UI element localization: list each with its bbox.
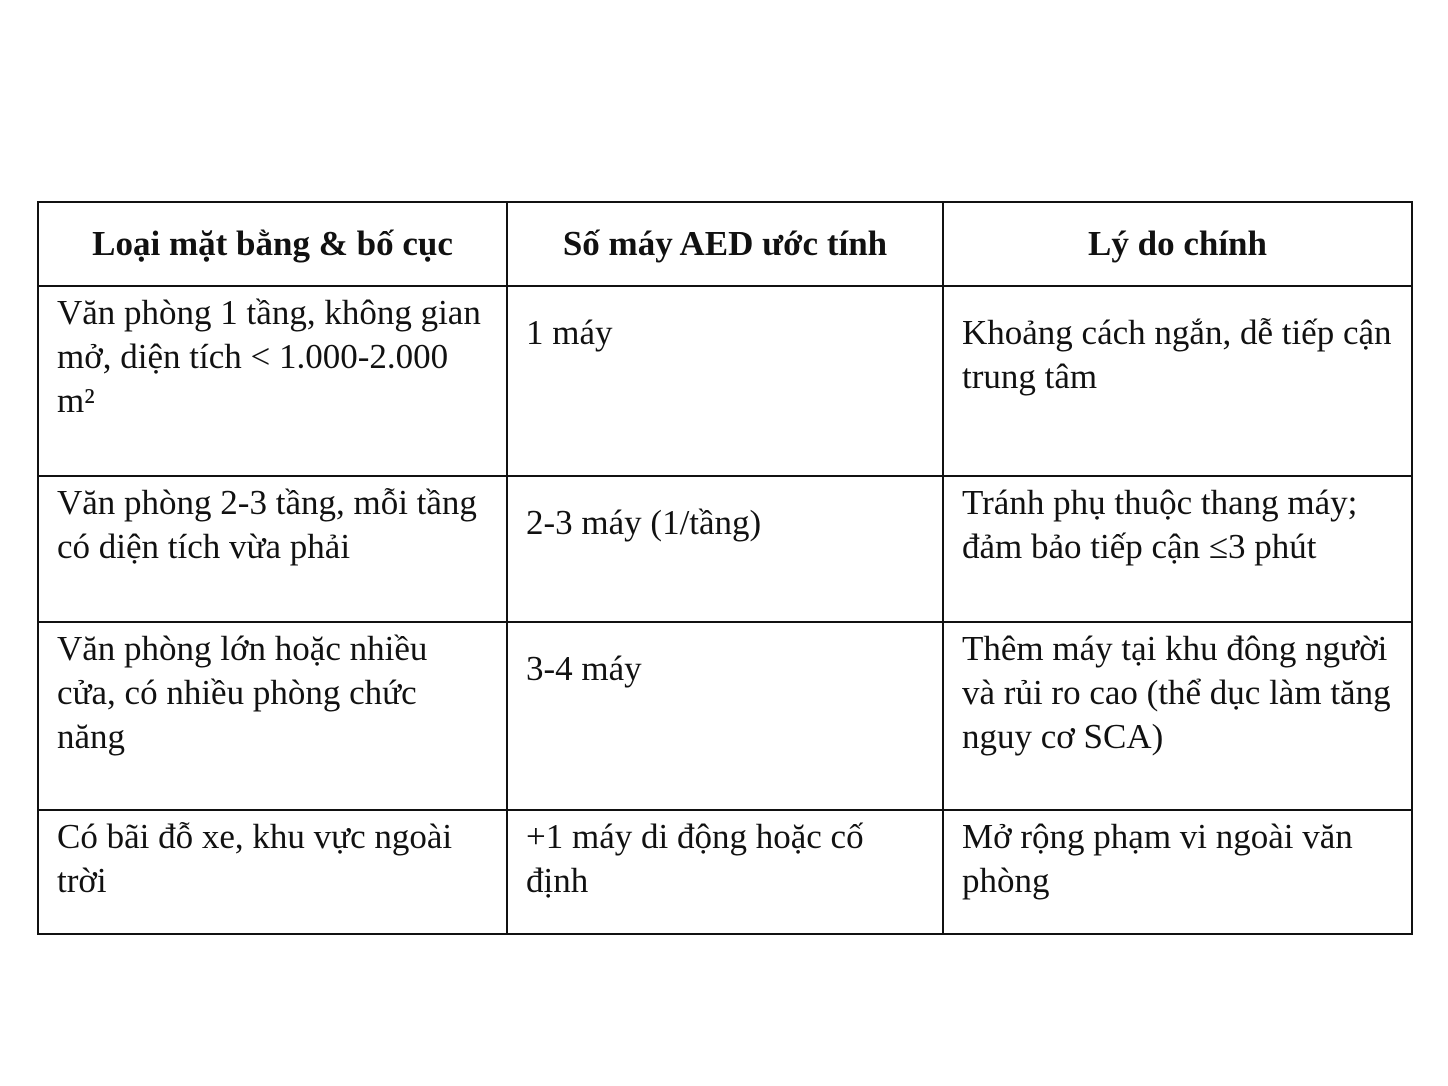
cell-reason: Thêm máy tại khu đông người và rủi ro cao (thể dục làm tăng nguy cơ SCA) (943, 622, 1412, 810)
table-row (38, 476, 1412, 622)
table-row (38, 286, 1412, 476)
cell-reason: Tránh phụ thuộc thang máy; đảm bảo tiếp cận ≤3 phút (943, 476, 1412, 622)
table-header-row (38, 202, 1412, 286)
cell-aed-count: +1 máy di động hoặc cố định (507, 810, 943, 934)
cell-aed-count: 3-4 máy (507, 622, 943, 810)
header-layout-type: Loại mặt bằng & bố cục (38, 202, 507, 286)
cell-aed-count: 1 máy (507, 286, 943, 476)
cell-layout: Văn phòng 1 tầng, không gian mở, diện tích < 1.000-2.000 m² (38, 286, 507, 476)
header-aed-count: Số máy AED ước tính (507, 202, 943, 286)
cell-layout: Văn phòng lớn hoặc nhiều cửa, có nhiều phòng chức năng (38, 622, 507, 810)
header-main-reason: Lý do chính (943, 202, 1412, 286)
cell-aed-count: 2-3 máy (1/tầng) (507, 476, 943, 622)
aed-placement-table (37, 201, 1413, 935)
table-row (38, 810, 1412, 934)
cell-layout: Văn phòng 2-3 tầng, mỗi tầng có diện tích vừa phải (38, 476, 507, 622)
table-row (38, 622, 1412, 810)
cell-layout: Có bãi đỗ xe, khu vực ngoài trời (38, 810, 507, 934)
cell-reason: Khoảng cách ngắn, dễ tiếp cận trung tâm (943, 286, 1412, 476)
cell-reason: Mở rộng phạm vi ngoài văn phòng (943, 810, 1412, 934)
aed-table-container (37, 201, 1411, 935)
